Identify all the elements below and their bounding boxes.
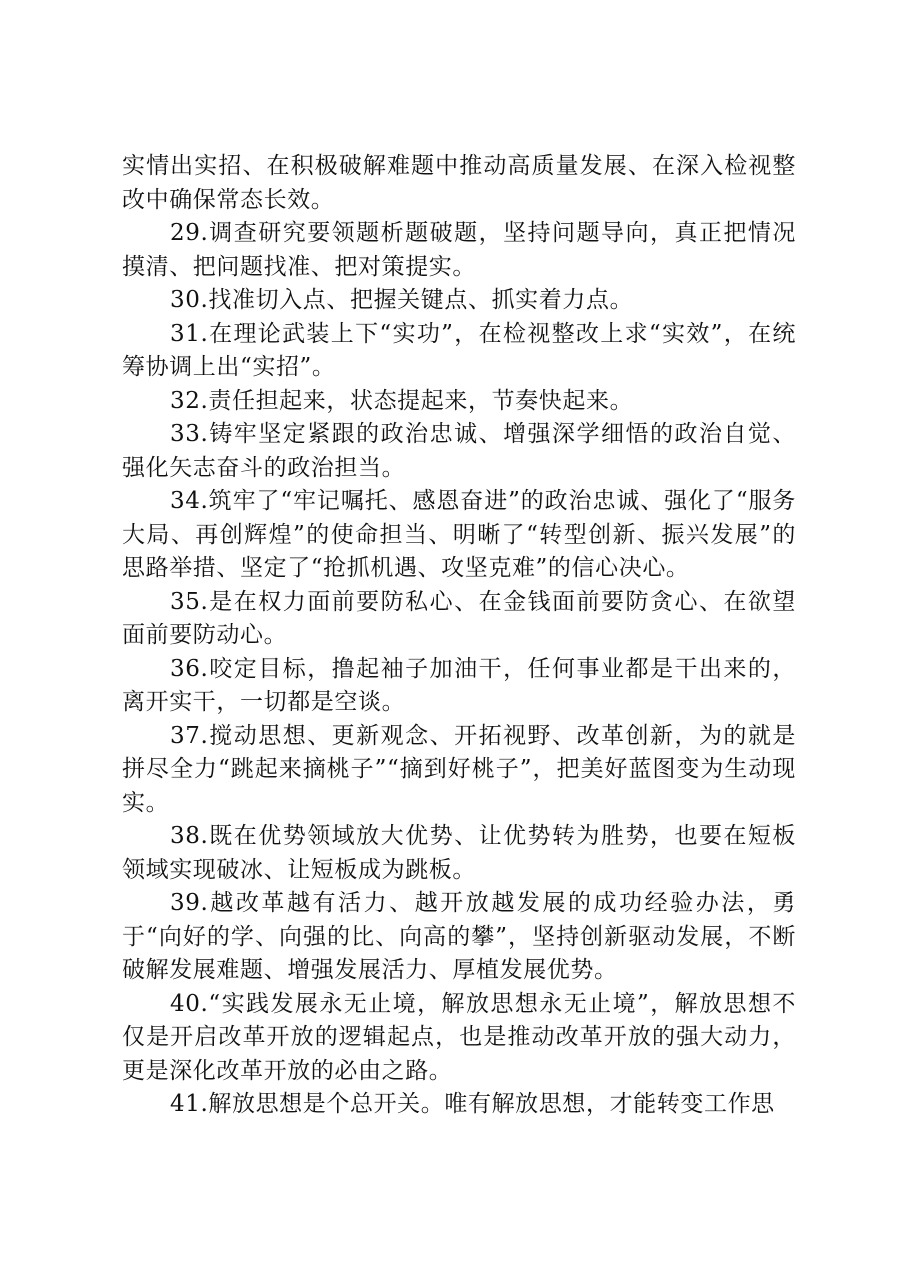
paragraph-36: 36.咬定目标，撸起袖子加油干，任何事业都是干出来的，离开实干，一切都是空谈。 xyxy=(122,655,796,715)
paragraph-29: 29.调查研究要领题析题破题，坚持问题导向，真正把情况摸清、把问题找准、把对策提实。 xyxy=(122,220,796,280)
paragraph-37: 37.搅动思想、更新观念、开拓视野、改革创新，为的就是拼尽全力“跳起来摘桃子”“摘到好桃子”，把美好蓝图变为生动现实。 xyxy=(122,722,796,816)
paragraph-33: 33.铸牢坚定紧跟的政治忠诚、增强深学细悟的政治自觉、强化矢志奋斗的政治担当。 xyxy=(122,421,796,481)
paragraph-39: 39.越改革越有活力、越开放越发展的成功经验办法，勇于“向好的学、向强的比、向高的攀”，坚持创新驱动发展，不断破解发展难题、增强发展活力、厚植发展优势。 xyxy=(122,890,796,983)
paragraph-30: 30.找准切入点、把握关键点、抓实着力点。 xyxy=(170,287,634,313)
paragraph-continuation: 实情出实招、在积极破解难题中推动高质量发展、在深入检视整改中确保常态长效。 xyxy=(122,153,796,213)
paragraph-41: 41.解放思想是个总开关。唯有解放思想，才能转变工作思 xyxy=(170,1091,775,1117)
paragraph-38: 38.既在优势领域放大优势、让优势转为胜势，也要在短板领域实现破冰、让短板成为跳板。 xyxy=(122,823,796,883)
document-body xyxy=(122,150,796,1122)
paragraph-40: 40.“实践发展永无止境，解放思想永无止境”，解放思想不仅是开启改革开放的逻辑起点，也是推动改革开放的强大动力，更是深化改革开放的必由之路。 xyxy=(122,990,796,1084)
paragraph-35: 35.是在权力面前要防私心、在金钱面前要防贪心、在欲望面前要防动心。 xyxy=(122,588,796,648)
paragraph-32: 32.责任担起来，状态提起来，节奏快起来。 xyxy=(170,387,634,414)
paragraph-31: 31.在理论武装上下“实功”，在检视整改上求“实效”，在统筹协调上出“实招”。 xyxy=(122,320,796,380)
paragraph-34: 34.筑牢了“牢记嘱托、感恩奋进”的政治忠诚、强化了“服务大局、再创辉煌”的使命担当、明晰了“转型创新、振兴发展”的思路举措、坚定了“抢抓机遇、攻坚克难”的信心决心。 xyxy=(122,488,796,581)
